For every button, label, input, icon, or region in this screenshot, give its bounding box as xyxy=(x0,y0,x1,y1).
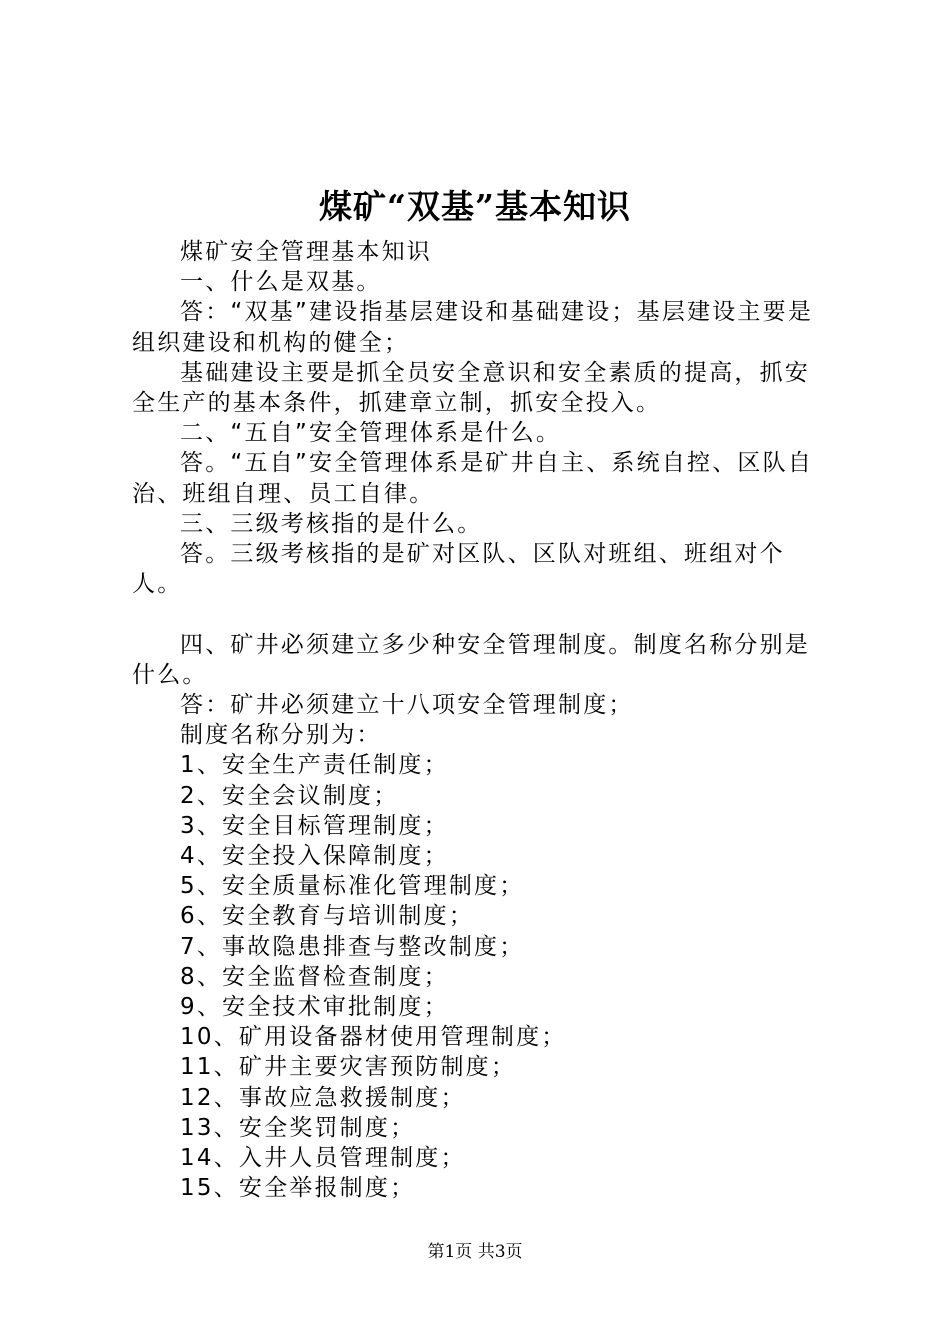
list-item: 1、安全生产责任制度； xyxy=(180,752,449,779)
paragraph: 三、三级考核指的是什么。 xyxy=(180,510,483,537)
paragraph: 答：“双基”建设指基层建设和基础建设；基层建设主要是组织建设和机构的健全； xyxy=(132,299,814,356)
document-body xyxy=(132,237,834,1203)
list-item: 5、安全质量标准化管理制度； xyxy=(180,873,525,900)
list-item: 2、安全会议制度； xyxy=(180,782,399,809)
paragraph: 二、“五自”安全管理体系是什么。 xyxy=(180,420,562,447)
paragraph: 答：矿井必须建立十八项安全管理制度； xyxy=(180,692,634,719)
blank-line xyxy=(132,599,834,629)
paragraph: 答。三级考核指的是矿对区队、区队对班组、班组对个人。 xyxy=(132,541,785,598)
list-item: 15、安全举报制度； xyxy=(180,1175,416,1202)
list-item: 9、安全技术审批制度； xyxy=(180,994,449,1021)
list-item: 3、安全目标管理制度； xyxy=(180,812,449,839)
paragraph: 制度名称分别为： xyxy=(180,722,382,749)
list-item: 12、事故应急救援制度； xyxy=(180,1084,466,1111)
list-item: 11、矿井主要灾害预防制度； xyxy=(180,1054,517,1081)
paragraph: 答。“五自”安全管理体系是矿井自主、系统自控、区队自治、班组自理、员工自律。 xyxy=(132,450,814,507)
list-item: 7、事故隐患排查与整改制度； xyxy=(180,933,525,960)
list-item: 13、安全奖罚制度； xyxy=(180,1114,416,1141)
paragraph: 基础建设主要是抓全员安全意识和安全素质的提高，抓安全生产的基本条件，抓建章立制，抓安全投入。 xyxy=(132,359,810,417)
paragraph: 四、矿井必须建立多少种安全管理制度。制度名称分别是什么。 xyxy=(132,631,810,688)
list-item: 4、安全投入保障制度； xyxy=(180,843,449,870)
list-item: 10、矿用设备器材使用管理制度； xyxy=(180,1024,567,1051)
list-item: 8、安全监督检查制度； xyxy=(180,963,449,990)
list-item: 14、入井人员管理制度； xyxy=(180,1145,466,1172)
paragraph: 煤矿安全管理基本知识 xyxy=(180,239,432,265)
paragraph: 一、什么是双基。 xyxy=(180,269,382,296)
document-title: 煤矿“双基”基本知识 xyxy=(319,187,631,226)
list-item: 6、安全教育与培训制度； xyxy=(180,903,475,930)
page-number: 第1页 共3页 xyxy=(427,1242,523,1262)
